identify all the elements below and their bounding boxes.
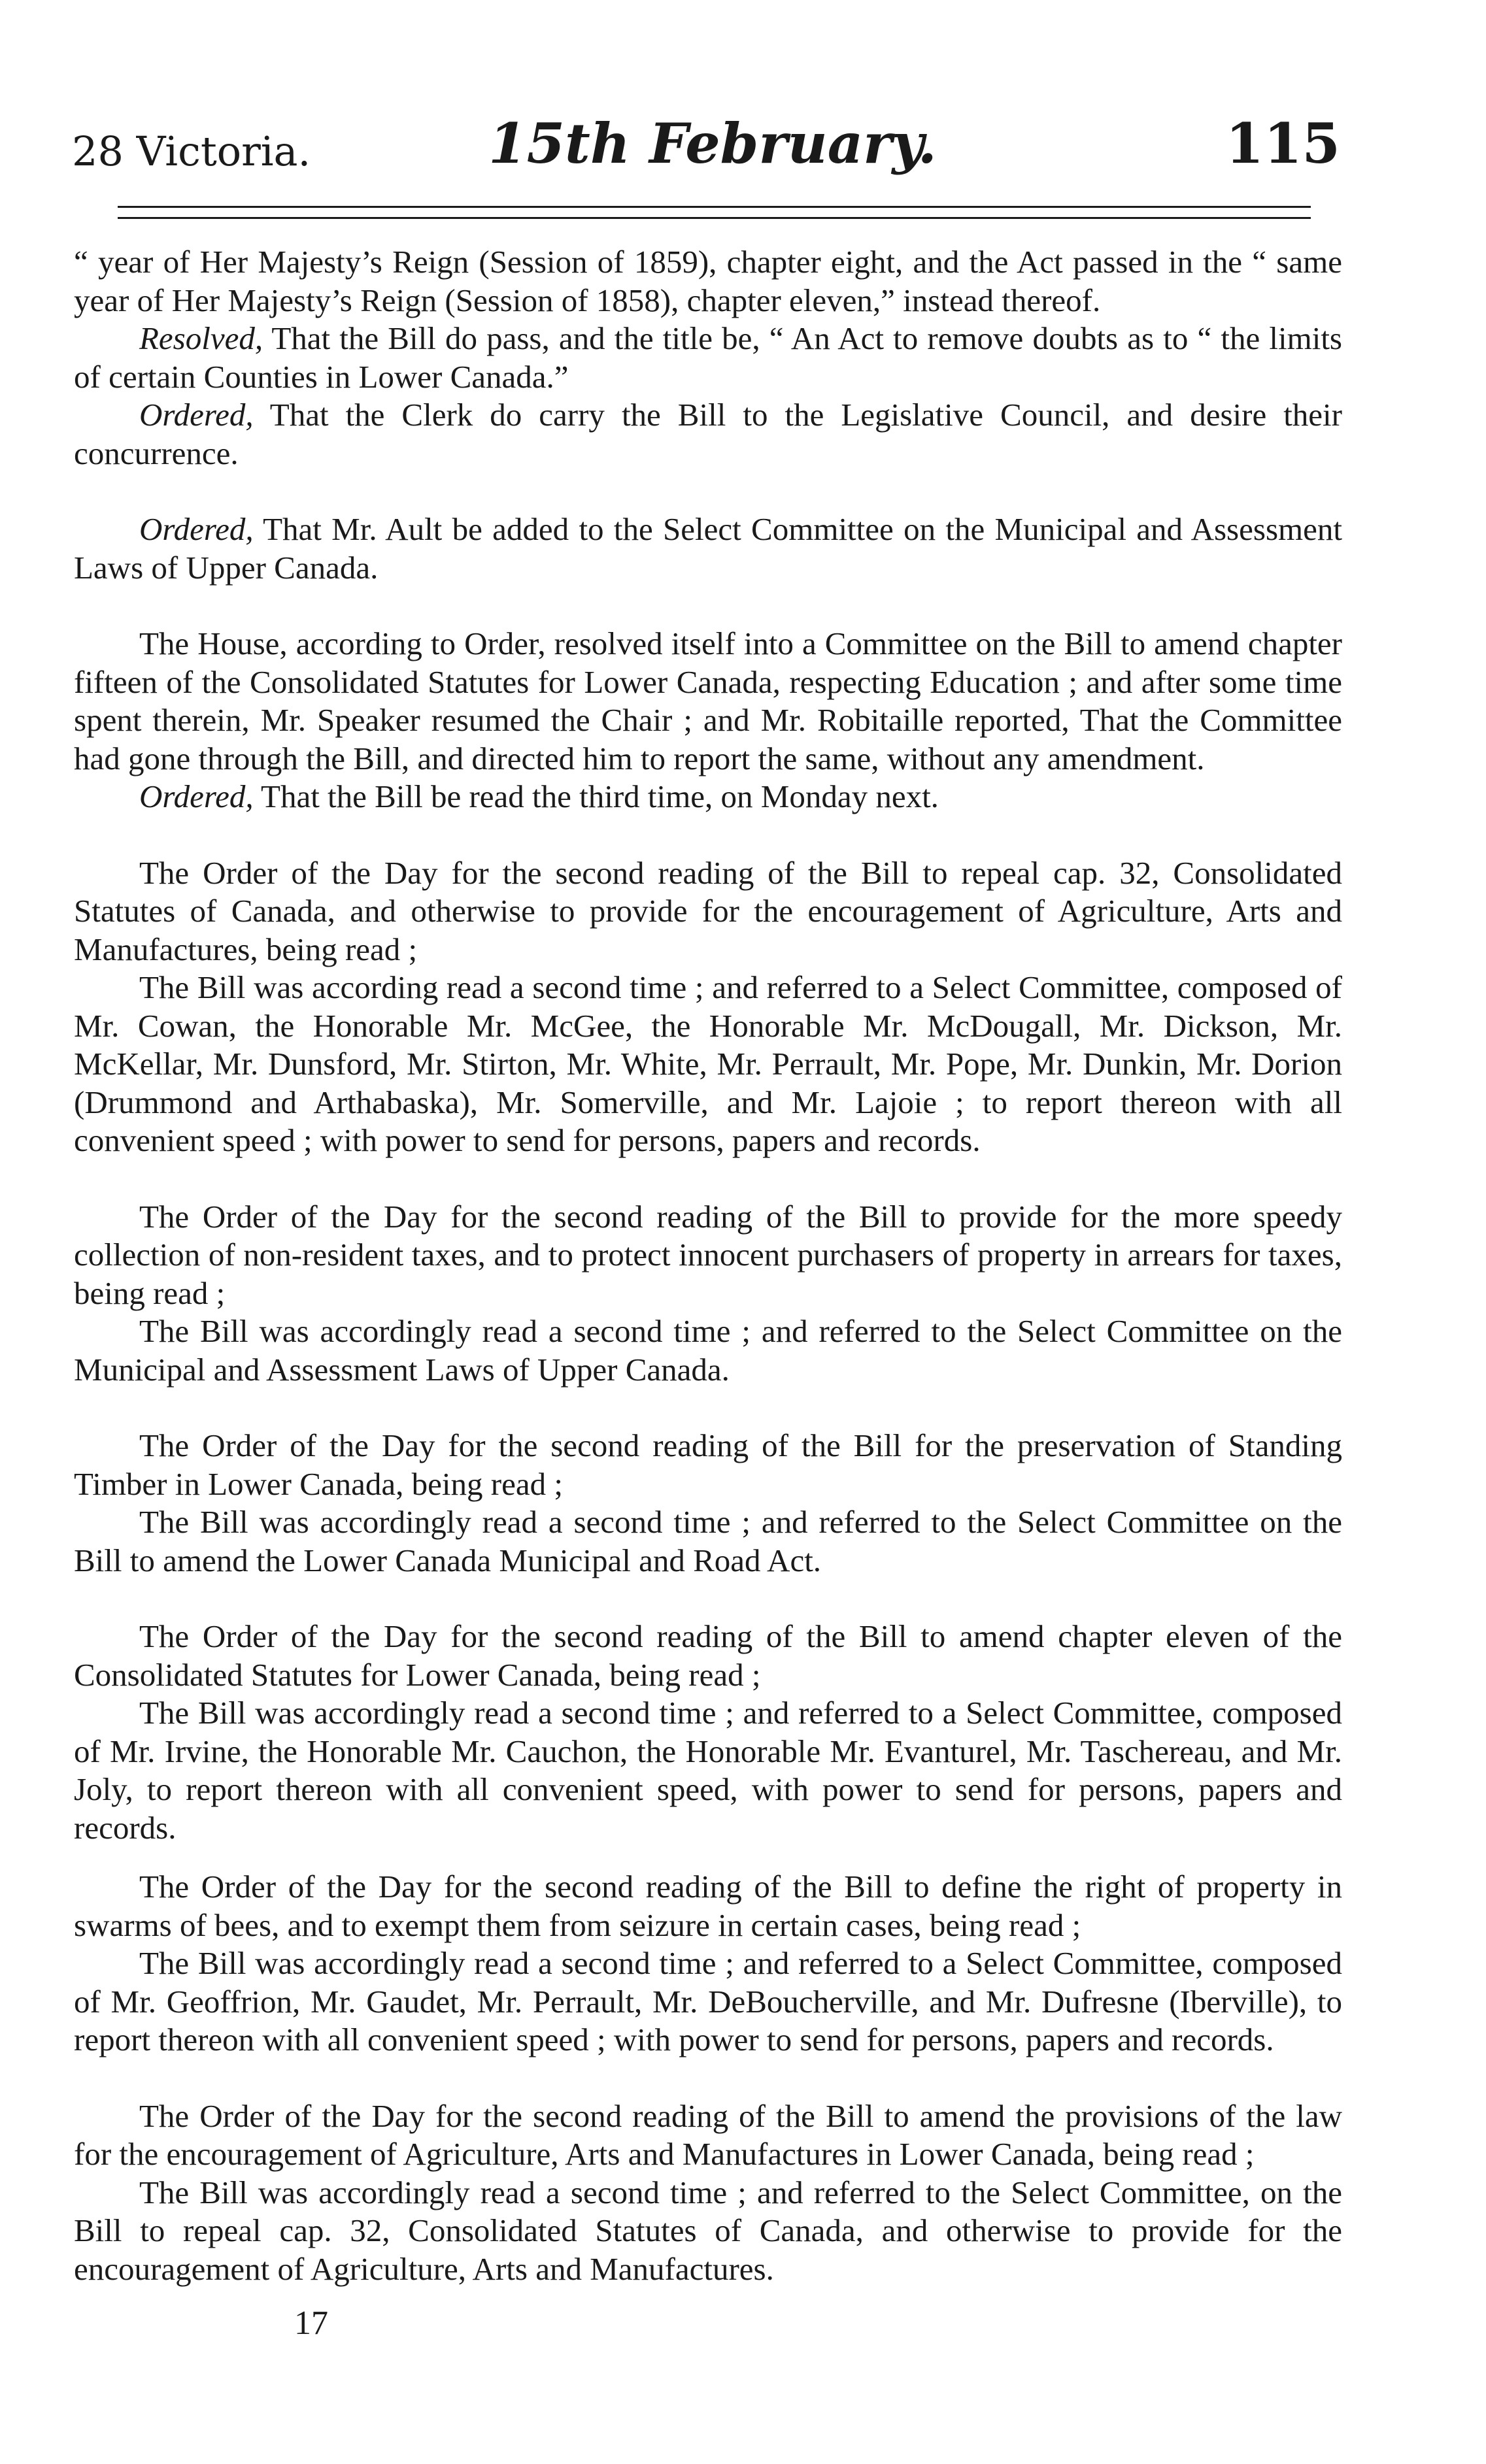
paragraph-lead: Ordered,	[139, 397, 254, 433]
paragraph: The Order of the Day for the second reading of the Bill to amend chapter eleven of the Consolidated Statutes for Lower Canada, being read ;	[74, 1618, 1342, 1693]
journal-body	[74, 243, 1342, 2288]
paragraph: The Order of the Day for the second reading of the Bill to define the right of property in swarms of bees, and to exempt them from seizure in certain cases, being read ;	[74, 1869, 1342, 1943]
paragraph: The House, according to Order, resolved itself into a Committee on the Bill to amend chapter fifteen of the Consolidated Statutes for Lower Canada, respecting Education ; and after some time spent therein, Mr. Speaker resumed the Chair ; and Mr. Robitaille reported, That the Committee had gone through the Bill, and directed him to report the same, without any amendment.	[74, 625, 1342, 776]
paragraph	[74, 320, 1342, 396]
paragraph: The Bill was accordingly read a second time ; and referred to a Select Committee, composed of Mr. Geoffrion, Mr. Gaudet, Mr. Perrault, Mr. DeBoucherville, and Mr. Dufresne (Iberville), to report thereon with all convenient speed ; with power to send for persons, papers and records.	[74, 1945, 1342, 2057]
paragraph	[74, 510, 1342, 587]
paragraph: The Bill was according read a second time ; and referred to a Select Committee, composed of Mr. Cowan, the Honorable Mr. McGee, the Honorable Mr. McDougall, Mr. Dickson, Mr. McKellar, Mr. Dunsford, Mr. Stirton, Mr. White, Mr. Perrault, Mr. Pope, Mr. Dunkin, Mr. Dorion (Drummond and Arthabaska), Mr. Somerville, and Mr. Lajoie ; to report thereon with all convenient speed ; with power to send for persons, papers and records.	[74, 969, 1342, 1158]
paragraph	[74, 778, 1342, 816]
spacer	[74, 1580, 1342, 1618]
paragraph: The Order of the Day for the second reading of the Bill for the preservation of Standing Timber in Lower Canada, being read ;	[74, 1427, 1342, 1502]
spacer	[74, 816, 1342, 854]
spacer	[74, 1389, 1342, 1427]
paragraph: The Order of the Day for the second reading of the Bill to provide for the more speedy collection of non-resident taxes, and to protect innocent purchasers of property in arrears for taxes, being read ;	[74, 1198, 1342, 1311]
paragraph: The Order of the Day for the second reading of the Bill to repeal cap. 32, Consolidated Statutes of Canada, and otherwise to provide for the encouragement of Agriculture, Arts and Manufactures, being read ;	[74, 854, 1342, 967]
header-rule-top	[118, 206, 1311, 208]
spacer	[74, 473, 1342, 510]
paragraph: “ year of Her Majesty’s Reign (Session of 1859), chapter eight, and the Act passed in the “ same year of Her Majesty’s Reign (Session of 1858), chapter eleven,” instead thereof.	[74, 244, 1342, 318]
printer-signature-mark: 17	[294, 2305, 328, 2342]
page-header	[72, 108, 1353, 193]
paragraph-text: That Mr. Ault be added to the Select Committee on the Municipal and Assessment Laws of Upper Canada.	[74, 511, 1342, 586]
paragraph: The Order of the Day for the second reading of the Bill to amend the provisions of the law for the encouragement of Agriculture, Arts and Manufactures in Lower Canada, being read ;	[74, 2097, 1342, 2172]
page-date: 15th February.	[488, 111, 937, 176]
spacer	[74, 1847, 1342, 1868]
paragraph: The Bill was accordingly read a second time ; and referred to the Select Committee, on the Bill to repeal cap. 32, Consolidated Statutes of Canada, and otherwise to provide for the encouragement of Agriculture, Arts and Manufactures.	[74, 2174, 1342, 2287]
spacer	[74, 587, 1342, 625]
paragraph-text: That the Bill do pass, and the title be, “ An Act to remove doubts as to “ the limits of certain Counties in Lower Canada.”	[74, 320, 1342, 395]
paragraph-text: That the Clerk do carry the Bill to the Legislative Council, and desire their concurrence.	[74, 397, 1342, 471]
spacer	[74, 1160, 1342, 1198]
spacer	[74, 2059, 1342, 2097]
paragraph-lead: Ordered,	[139, 511, 254, 547]
paragraph-lead: Ordered,	[139, 778, 254, 814]
paragraph-text: That the Bill be read the third time, on Monday next.	[261, 778, 939, 814]
paragraph: The Bill was accordingly read a second time ; and referred to the Select Committee on the Municipal and Assessment Laws of Upper Canada.	[74, 1313, 1342, 1388]
paragraph-lead: Resolved,	[139, 320, 263, 356]
header-rule-bottom	[118, 217, 1311, 219]
paragraph	[74, 396, 1342, 473]
paragraph: The Bill was accordingly read a second time ; and referred to a Select Committee, composed of Mr. Irvine, the Honorable Mr. Cauchon, the Honorable Mr. Evanturel, Mr. Taschereau, and Mr. Joly, to report thereon with all convenient speed, with power to send for persons, papers and records.	[74, 1695, 1342, 1846]
regnal-year: 28 Victoria.	[72, 127, 311, 175]
paragraph: The Bill was accordingly read a second time ; and referred to the Select Committee on the Bill to amend the Lower Canada Municipal and Road Act.	[74, 1504, 1342, 1578]
page-number: 115	[1225, 111, 1340, 176]
